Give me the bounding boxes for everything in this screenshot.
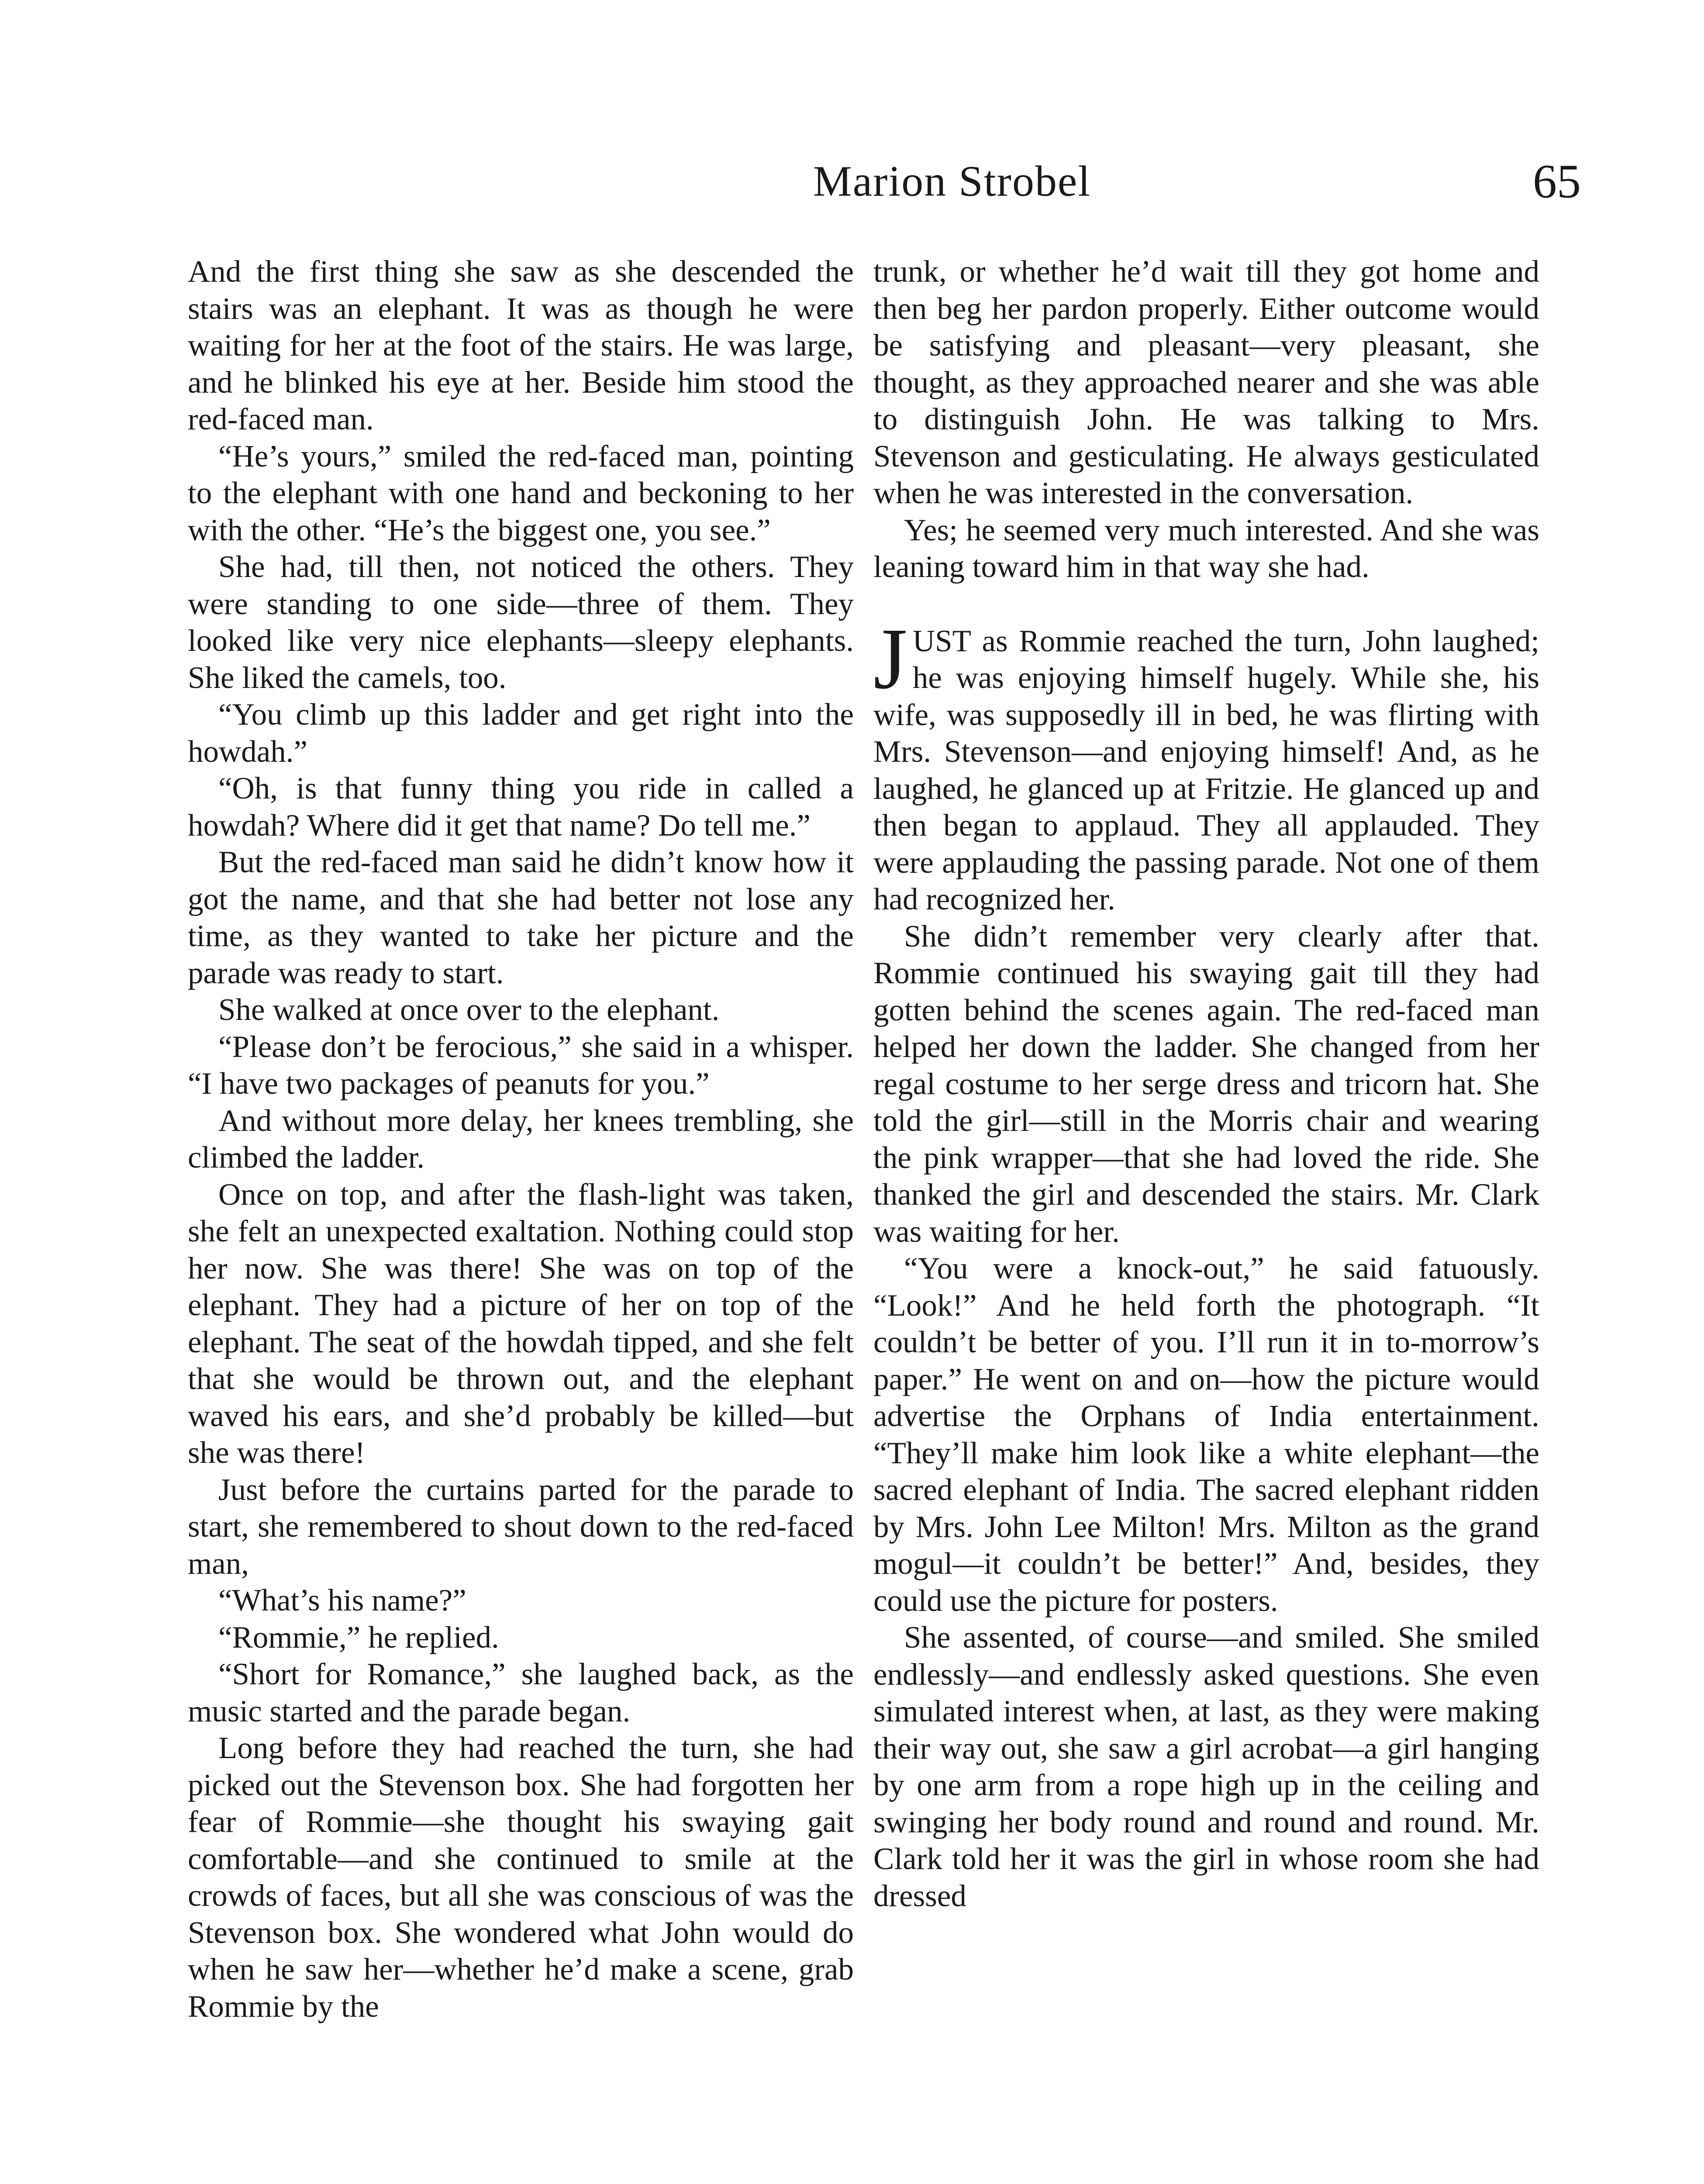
paragraph: And without more delay, her knees trembling, she climbed the ladder. <box>188 1103 854 1175</box>
left-column <box>188 253 854 2025</box>
drop-cap: J <box>873 610 907 707</box>
right-column <box>873 253 1539 1914</box>
paragraph: Just before the curtains parted for the parade to start, she remembered to shout down to the red-faced man, <box>188 1472 854 1581</box>
paragraph: She assented, of course—and smiled. She smiled endlessly—and endlessly asked questions. She even simulated interest when, at last, as they were making their way out, she saw a girl acrobat—a girl hanging by one arm from a rope high up in the ceiling and swinging her body round and round and round. Mr. Clark told her it was the girl in whose room she had dressed <box>873 1621 1539 1913</box>
paragraph: But the red-faced man said he didn’t know how it got the name, and that she had better not lose any time, as they wanted to take her picture and the parade was ready to start. <box>188 845 854 990</box>
paragraph: “Rommie,” he replied. <box>218 1620 499 1655</box>
paragraph: “You climb up this ladder and get right into the howdah.” <box>188 698 854 769</box>
paragraph: She walked at once over to the elephant. <box>218 993 720 1027</box>
paragraph: “You were a knock-out,” he said fatuously. “Look!” And he held forth the photograph. “It couldn’t be better of you. I’ll run it in to-morrow’s paper.” He went on and on—how the picture would advertise the Orphans of India entertainment. “They’ll make him look like a white elephant—the sacred elephant of India. The sacred elephant ridden by Mrs. John Lee Milton! Mrs. Milton as the grand mogul—it couldn’t be better!” And, besides, they could use the picture for posters. <box>873 1251 1539 1618</box>
paragraph: “What’s his name?” <box>218 1583 466 1617</box>
paragraph: Long before they had reached the turn, she had picked out the Stevenson box. She had forgotten her fear of Rommie—she thought his swaying gait comfortable—and she continued to smile at the crowds of faces, but all she was conscious of was the Stevenson box. She wondered what John would do when he saw her—whether he’d make a scene, grab Rommie by the <box>188 1731 854 2024</box>
paragraph-continuation: trunk, or whether he’d wait till they got home and then beg her pardon properly. Either outcome would be satisfying and pleasant—very pleasant, she thought, as they approached nearer and she was able to distinguish John. He was talking to Mrs. Stevenson and gesticulating. He always gesticulated when he was interested in the conversation. <box>873 255 1539 510</box>
paragraph: “He’s yours,” smiled the red-faced man, pointing to the elephant with one hand and beckoning to her with the other. “He’s the biggest one, you see.” <box>188 439 854 547</box>
paragraph: Once on top, and after the flash-light was taken, she felt an unexpected exaltation. Nothing could stop her now. She was there! She was on top of the elephant. They had a picture of her on top of the elephant. The seat of the howdah tipped, and she felt that she would be thrown out, and the elephant waved his ears, and she’d probably be killed—but she was there! <box>188 1177 854 1470</box>
paragraph: And the first thing she saw as she descended the stairs was an elephant. It was as though he were waiting for her at the foot of the stairs. He was large, and he blinked his eye at her. Beside him stood the red-faced man. <box>188 255 854 436</box>
paragraph: Yes; he seemed very much interested. And she was leaning toward him in that way she had. <box>873 513 1539 584</box>
section-opening-text: UST as Rommie reached the turn, John laughed; he was enjoying himself hugely. While she, his wife, was supposedly ill in bed, he was flirting with Mrs. Stevenson—and enjoying himself! And, as he laughed, he glanced up at Fritzie. He glanced up and then began to applaud. They all applauded. They were applauding the passing parade. Not one of them had recognized her. <box>873 624 1539 916</box>
paragraph: “Short for Romance,” she laughed back, as the music started and the parade began. <box>188 1657 854 1728</box>
running-head <box>0 149 1704 214</box>
paragraph: She didn’t remember very clearly after that. Rommie continued his swaying gait till they had gotten behind the scenes again. The red-faced man helped her down the ladder. She changed from her regal costume to her serge dress and tricorn hat. She told the girl—still in the Morris chair and wearing the pink wrapper—that she had loved the ride. She thanked the girl and descended the stairs. Mr. Clark was waiting for her. <box>873 919 1539 1249</box>
page-number: 65 <box>1533 155 1581 208</box>
section-opening-paragraph <box>873 610 1539 918</box>
paragraph: She had, till then, not noticed the others. They were standing to one side—three of them. They looked like very nice elephants—sleepy elephants. She liked the camels, too. <box>188 550 854 695</box>
running-title: Marion Strobel <box>813 157 1091 205</box>
paragraph: “Please don’t be ferocious,” she said in a whisper. “I have two packages of peanuts for you.” <box>188 1030 854 1101</box>
paragraph: “Oh, is that funny thing you ride in called a howdah? Where did it get that name? Do tell me.” <box>188 771 854 843</box>
